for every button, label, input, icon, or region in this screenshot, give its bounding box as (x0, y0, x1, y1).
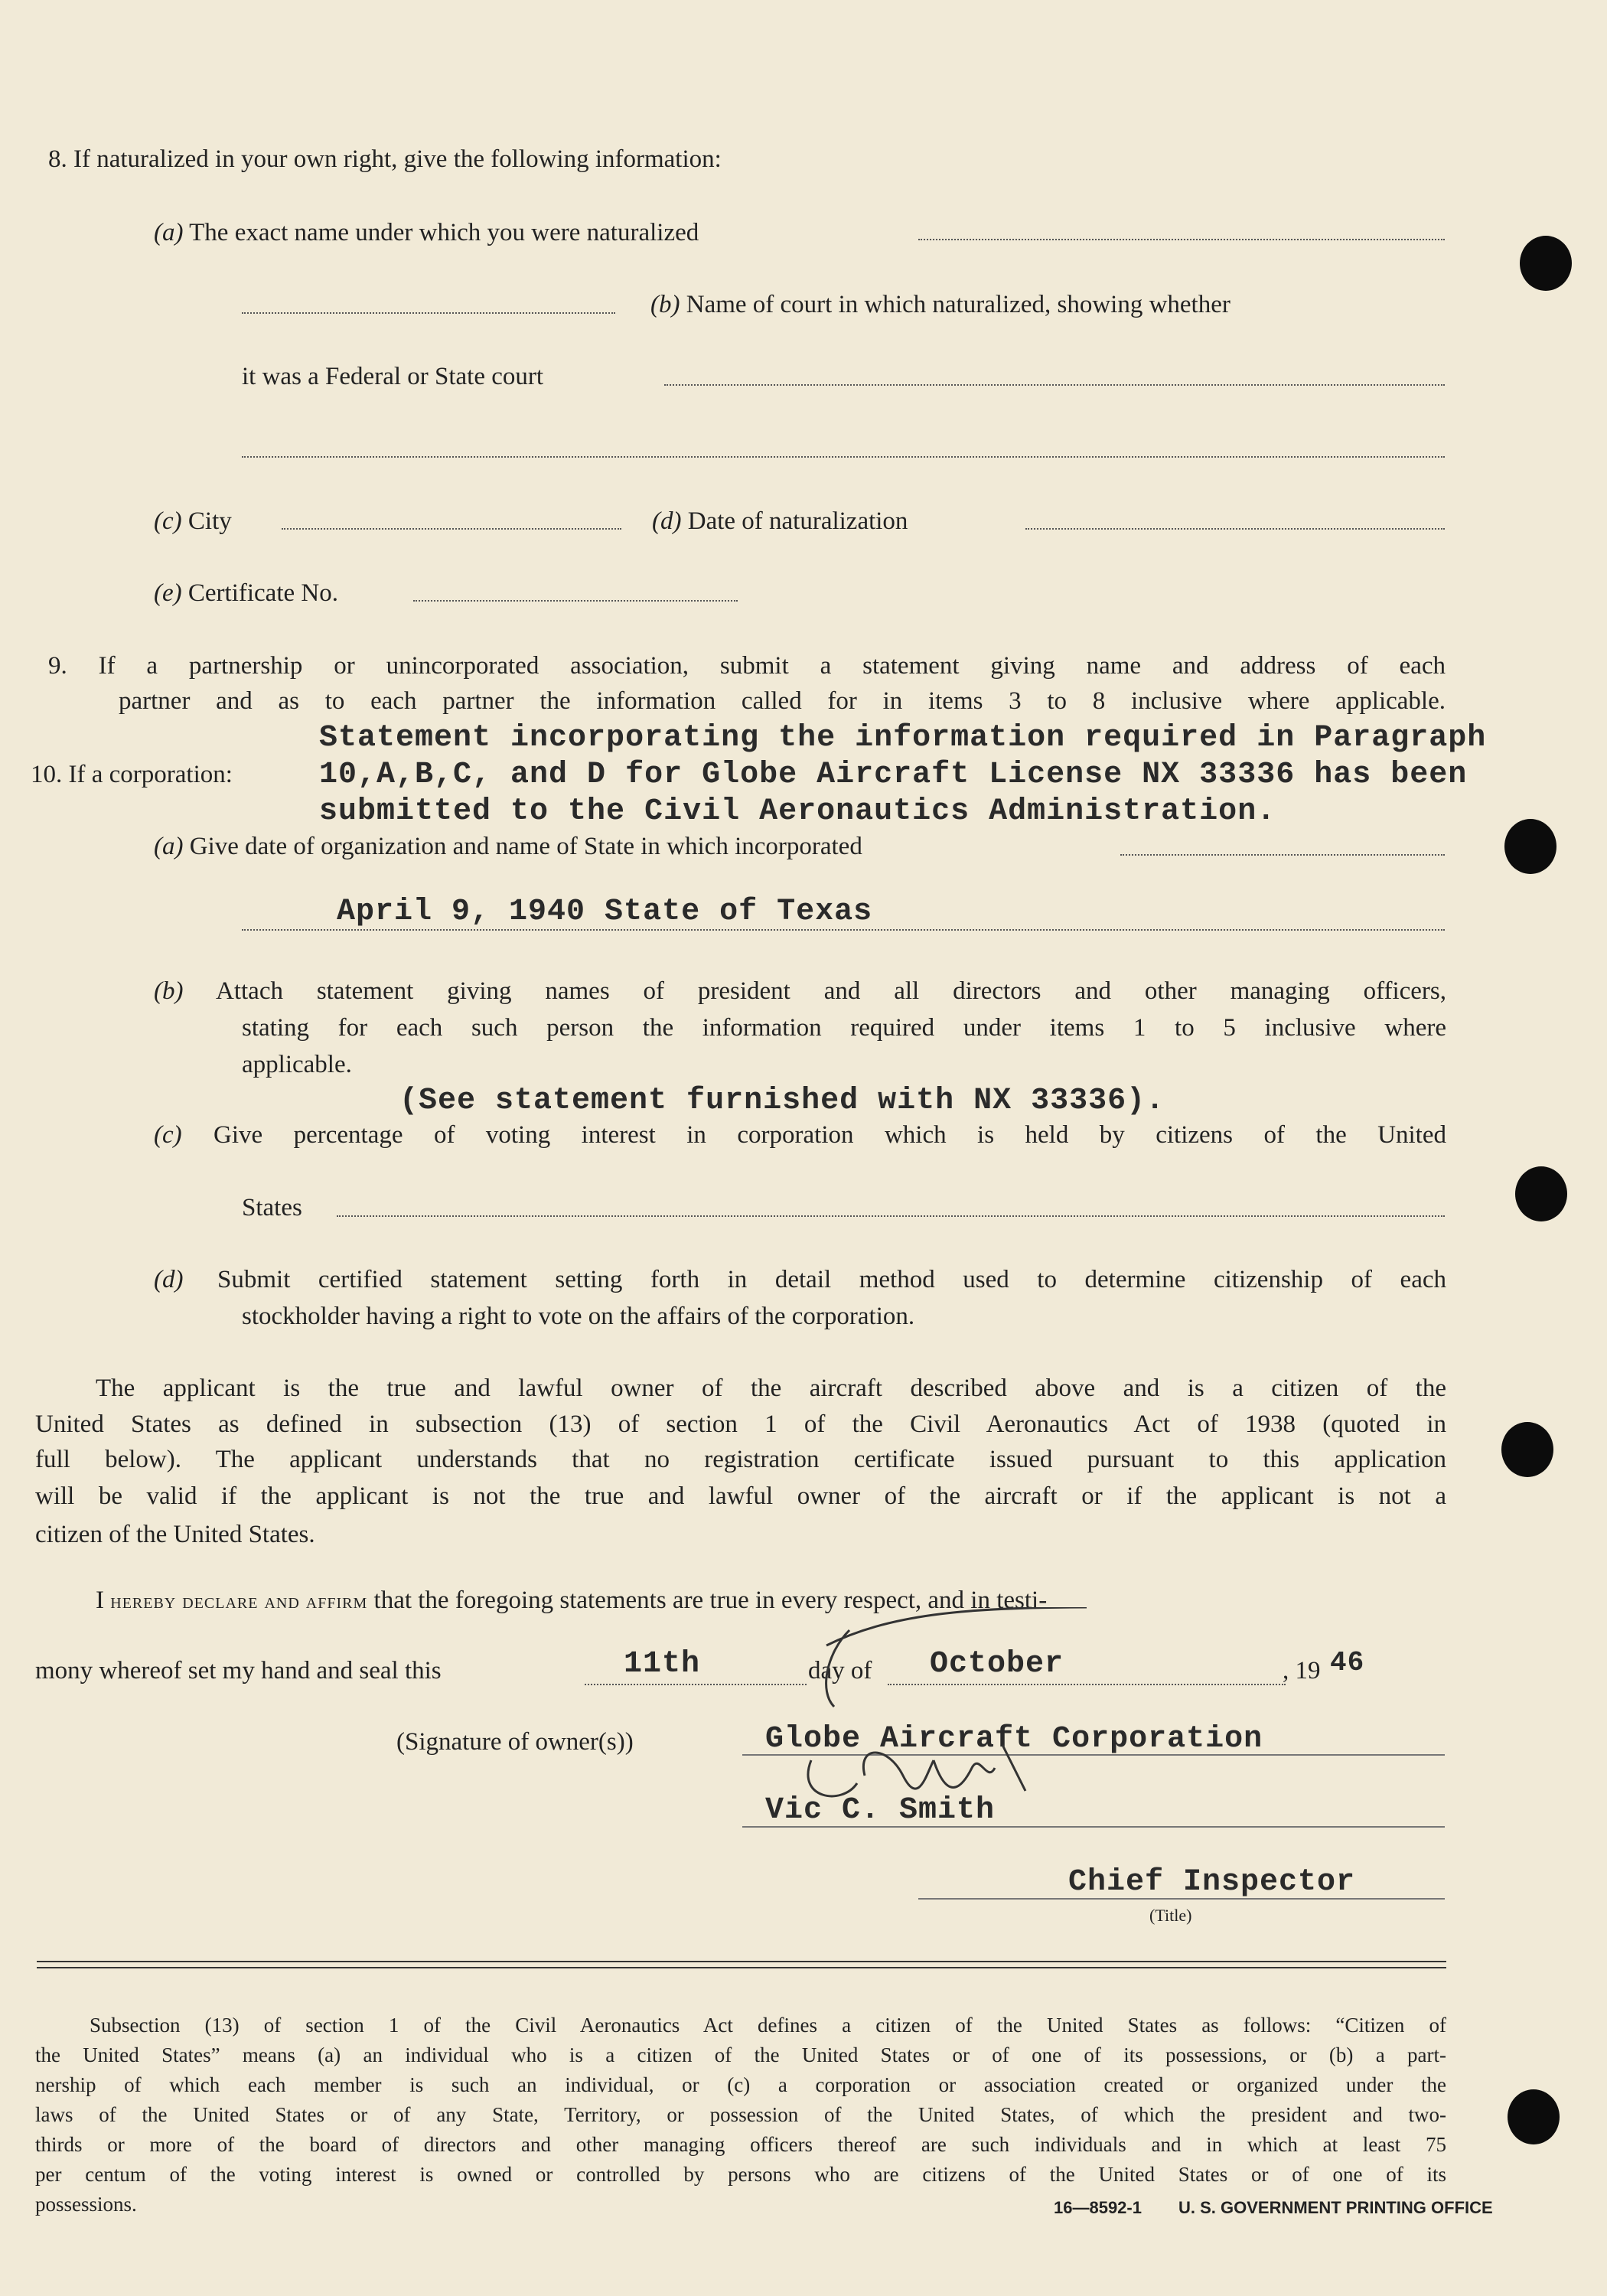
organization-value: April 9, 1940 State of Texas (337, 895, 873, 929)
affirm-rest: that the foregoing statements are true in every respect, and in testi- (373, 1587, 1048, 1614)
marker: (c) (154, 1121, 182, 1149)
year-prefix: , 19 (1283, 1657, 1321, 1684)
item-8a-label (154, 220, 699, 246)
title-value: Chief Inspector (1068, 1865, 1356, 1900)
label-text: Date of naturalization (687, 507, 908, 535)
item-10b-line (154, 979, 183, 1004)
city-field[interactable] (282, 528, 621, 530)
signature-label: (Signature of owner(s)) (396, 1728, 634, 1756)
marker: (a) (154, 833, 184, 860)
month-value: October (930, 1647, 1064, 1681)
printer-credit: U. S. GOVERNMENT PRINTING OFFICE (1178, 2198, 1493, 2217)
label-text: The exact name under which you were naturalized (189, 219, 699, 246)
organization-field-cont[interactable] (242, 929, 1445, 931)
declaration-line: The applicant is the true and lawful owner of the aircraft described above and is a citizen of the (96, 1375, 1446, 1402)
binder-hole (1515, 1166, 1567, 1221)
label-text: City (187, 507, 232, 535)
signer-value: Vic C. Smith (765, 1793, 996, 1828)
divider (37, 1961, 1446, 1962)
voting-interest-field[interactable] (337, 1215, 1445, 1217)
affirm-i: I (96, 1587, 104, 1614)
organization-field[interactable] (1120, 854, 1445, 856)
marker: (d) (154, 1266, 184, 1293)
item-8d-label (652, 509, 908, 534)
statement-reference: (See statement furnished with NX 33336). (399, 1084, 1165, 1118)
item-9-line: 9. If a partnership or unincorporated association, submit a statement giving name and address of each (48, 652, 1446, 680)
label-text: Give date of organization and name of State in which incorporated (189, 833, 862, 860)
footnote-line: per centum of the voting interest is owned or controlled by persons who are citizens of the United States or of one of its (35, 2163, 1446, 2186)
item-10d-line: Submit certified statement setting forth in detail method used to determine citizenship of each (217, 1266, 1446, 1293)
item-10b-line: stating for each such person the information required under items 1 to 5 inclusive where (242, 1014, 1446, 1042)
naturalized-name-field[interactable] (918, 239, 1445, 240)
naturalized-name-field-cont[interactable] (242, 312, 615, 314)
owner-value: Globe Aircraft Corporation (765, 1722, 1263, 1756)
declaration-line: will be valid if the applicant is not the true and lawful owner of the aircraft or if the applicant is not a (35, 1482, 1446, 1510)
typed-statement-line: 10,A,B,C, and D for Globe Aircraft License NX 33336 has been (319, 758, 1468, 792)
court-field-cont[interactable] (242, 456, 1445, 458)
title-label: (Title) (1149, 1906, 1192, 1925)
mony-label: mony whereof set my hand and seal this (35, 1657, 442, 1684)
item-8b-label (650, 292, 1231, 318)
item-10a-label (154, 834, 862, 859)
footnote-line: laws of the United States or of any State, Territory, or possession of the United States, of which the president and two- (35, 2103, 1446, 2126)
item-9-line: partner and as to each partner the information called for in items 3 to 8 inclusive where applicable. (119, 687, 1446, 715)
item-8b-cont: it was a Federal or State court (242, 363, 544, 390)
item-10b-line: Attach statement giving names of president and all directors and other managing officers, (216, 977, 1446, 1005)
day-of-label: day of (808, 1657, 872, 1684)
marker: (a) (154, 219, 184, 246)
label-text: Name of court in which naturalized, showing whether (686, 291, 1231, 318)
year-value: 46 (1330, 1647, 1365, 1678)
item-10d-line (154, 1267, 183, 1293)
naturalization-date-field[interactable] (1025, 528, 1445, 530)
item-10-label: 10. If a corporation: (31, 761, 233, 788)
footnote-line: thirds or more of the board of directors and other managing officers thereof are such individuals and in which at least 75 (35, 2133, 1446, 2156)
declaration-line: full below). The applicant understands that no registration certificate issued pursuant to this application (35, 1446, 1446, 1473)
label-text: Certificate No. (187, 579, 338, 607)
binder-hole (1520, 236, 1572, 291)
binder-hole (1508, 2089, 1560, 2144)
certificate-field[interactable] (413, 600, 738, 602)
divider (37, 1967, 1446, 1968)
binder-hole (1501, 1422, 1553, 1477)
declaration-line: citizen of the United States. (35, 1521, 315, 1548)
marker: (d) (652, 507, 682, 535)
item-10d-line: stockholder having a right to vote on the affairs of the corporation. (242, 1303, 915, 1330)
affirm-caps: hereby declare and affirm (110, 1590, 368, 1613)
item-10c-cont: States (242, 1194, 302, 1221)
marker: (e) (154, 579, 182, 607)
day-value: 11th (624, 1647, 701, 1681)
item-10c-line (154, 1123, 182, 1148)
marker: (c) (154, 507, 182, 535)
declaration-line: United States as defined in subsection (13) of section 1 of the Civil Aeronautics Act of 1938 (quoted in (35, 1411, 1446, 1438)
item-10c-line: Give percentage of voting interest in corporation which is held by citizens of the United (214, 1121, 1446, 1149)
typed-statement-line: submitted to the Civil Aeronautics Administration. (319, 794, 1276, 829)
typed-statement-line: Statement incorporating the information required in Paragraph (319, 721, 1487, 755)
binder-hole (1504, 819, 1556, 874)
marker: (b) (650, 291, 680, 318)
item-8c-label (154, 509, 232, 534)
footnote-line: possessions. (35, 2193, 137, 2216)
footnote-line: the United States” means (a) an individual who is a citizen of the United States or of one of its possessions, or (b) a part- (35, 2043, 1446, 2066)
footnote-line: Subsection (13) of section 1 of the Civil Aeronautics Act defines a citizen of the United States as follows: “Citizen of (90, 2014, 1446, 2037)
handwritten-signature (735, 1607, 1102, 1821)
court-field[interactable] (664, 384, 1445, 386)
footnote-line: nership of which each member is such an individual, or (c) a corporation or association created or organized under the (35, 2073, 1446, 2096)
marker: (b) (154, 977, 184, 1005)
item-10b-line: applicable. (242, 1051, 352, 1078)
item-8-heading: 8. If naturalized in your own right, give the following information: (48, 145, 722, 173)
item-8e-label (154, 581, 338, 606)
form-number: 16—8592-1 (1054, 2198, 1142, 2217)
